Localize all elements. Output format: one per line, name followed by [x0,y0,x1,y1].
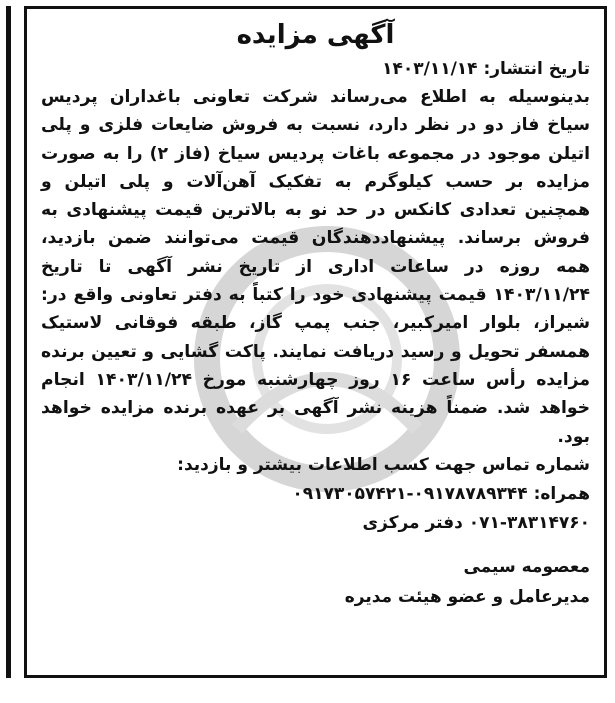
notice-page [6,6,607,686]
contact-heading: شماره تماس جهت کسب اطلاعات بیشتر و بازدید: [177,454,590,475]
publication-date: تاریخ انتشار: ۱۴۰۳/۱۱/۱۴ [382,59,590,79]
signer-name: معصومه سیمی [463,556,590,577]
mobile-numbers: همراه: ۰۹۱۷۸۷۸۹۳۴۴-۰۹۱۷۳۰۵۷۴۲۱ [292,483,590,504]
notice-content [27,9,604,612]
office-number: ۰۷۱-۳۸۳۱۴۷۶۰ دفتر مرکزی [362,512,590,533]
signature-spacer [41,538,590,552]
notice-body: بدینوسیله به اطلاع می‌رساند شرکت تعاونی باغداران پردیس سیاخ فاز دو در نظر دارد، نسبت به فروش ضایعات فلزی و پلی اتیلن موجود در مجموعه باغات پردیس سیاخ (فاز ۲) را به صورت مزایده بر حسب کیلوگرم به تفکیک آهن‌آلات و پلی اتیلن و همچنین تعدادی کانکس در حد نو به بالاترین قیمت پیشنهادی به فروش برساند. پیشنهاددهندگان قیمت می‌توانند ضمن بازدید، همه روزه در ساعات اداری از تاریخ نشر آگهی تا تاریخ ۱۴۰۳/۱۱/۲۴ قیمت پیشنهادی خود را کتباً به دفتر تعاونی واقع در: شیراز، بلوار امیرکبیر، جنب پمپ گاز، طبقه فوقانی لاستیک همسفر تحویل و رسید دریافت نمایند. پاکت گشایی و تعیین برنده مزایده رأس ساعت ۱۶ روز چهارشنبه مورخ ۱۴۰۳/۱۱/۲۴ انجام خواهد شد. ضمناً هزینه نشر آگهی بر عهده برنده مزایده خواهد بود. [41,87,590,447]
column-divider [6,6,11,678]
notice-frame [24,6,607,678]
signer-title: مدیرعامل و عضو هیئت مدیره [344,586,590,607]
notice-title: آگهی مزایده [236,20,395,50]
